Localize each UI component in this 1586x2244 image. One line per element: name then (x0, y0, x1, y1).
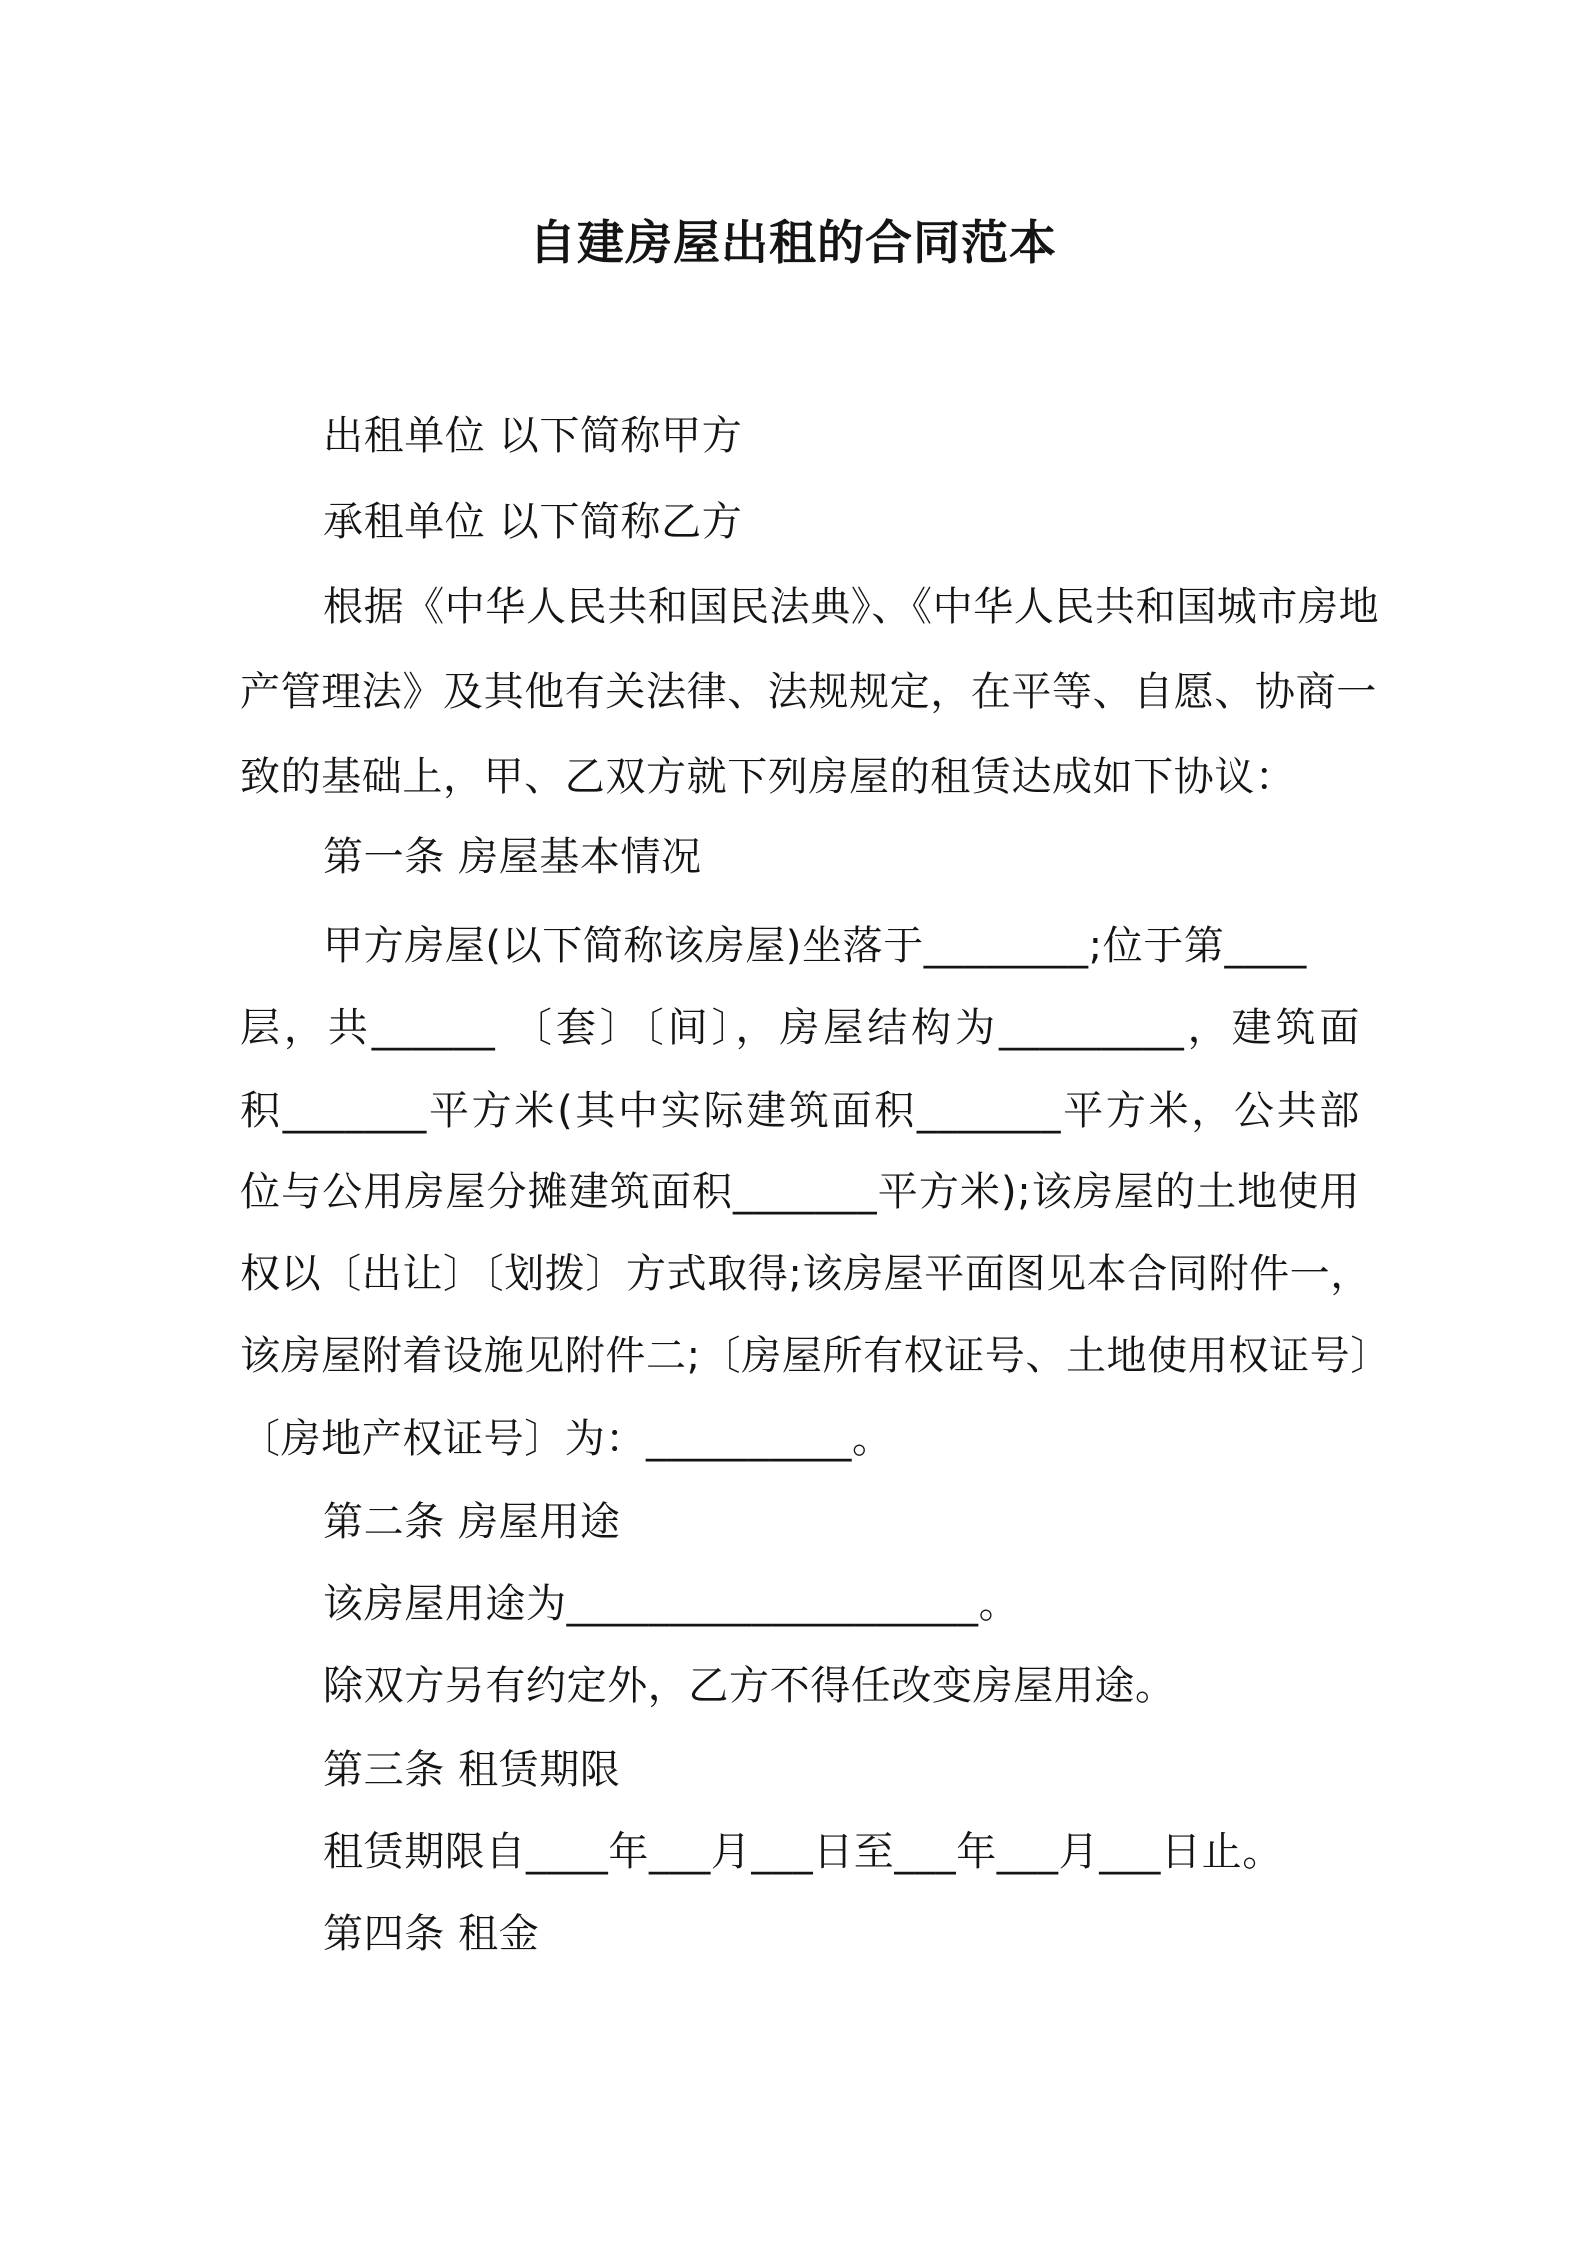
preamble-line-2: 产管理法》及其他有关法律、法规规定，在平等、自愿、协商一 (240, 669, 1377, 715)
article-1-line-7: 〔房地产权证号〕为：__________。 (240, 1416, 893, 1462)
article-2-restriction-line: 除双方另有约定外，乙方不得任改变房屋用途。 (323, 1663, 1176, 1709)
article-1-line-1: 甲方房屋(以下简称该房屋)坐落于________;位于第____ (323, 923, 1307, 969)
article-1-line-3: 积_______平方米(其中实际建筑面积_______平方米，公共部 (240, 1088, 1360, 1134)
article-4-heading: 第四条 租金 (323, 1911, 540, 1957)
article-1-line-4: 位与公用房屋分摊建筑面积_______平方米);该房屋的土地使用 (240, 1169, 1360, 1215)
article-1-line-2: 层，共______ 〔套〕〔间〕，房屋结构为_________，建筑面 (240, 1005, 1360, 1051)
article-2-purpose-line: 该房屋用途为____________________。 (323, 1581, 1020, 1627)
article-1-line-6: 该房屋附着设施见附件二;〔房屋所有权证号、土地使用权证号〕 (240, 1333, 1391, 1379)
article-3-line: 租赁期限自____年___月___日至___年___月___日止。 (323, 1829, 1283, 1875)
article-1-heading: 第一条 房屋基本情况 (323, 834, 702, 880)
lessee-line: 承租单位 以下简称乙方 (323, 499, 743, 545)
preamble-line-3: 致的基础上，甲、乙双方就下列房屋的租赁达成如下协议： (240, 754, 1296, 800)
lessor-line: 出租单位 以下简称甲方 (323, 413, 743, 459)
article-1-line-5: 权以〔出让〕〔划拨〕方式取得;该房屋平面图见本合同附件一， (240, 1251, 1371, 1297)
preamble-line-1: 根据《中华人民共和国民法典》、《中华人民共和国城市房地 (323, 584, 1380, 630)
article-3-heading: 第三条 租赁期限 (323, 1747, 621, 1793)
article-2-heading: 第二条 房屋用途 (323, 1499, 621, 1545)
document-title: 自建房屋出租的合同范本 (529, 216, 1057, 271)
